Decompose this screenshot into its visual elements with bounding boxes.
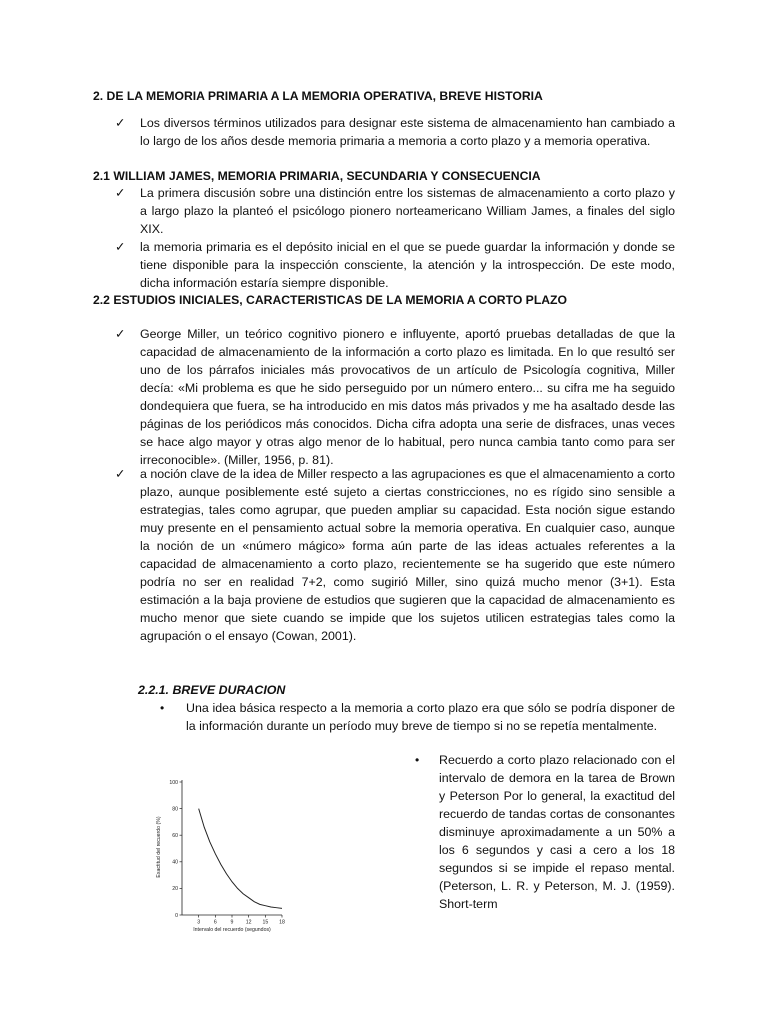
- section-2-heading: 2. DE LA MEMORIA PRIMARIA A LA MEMORIA OPERATIVA, BREVE HISTORIA: [93, 89, 543, 103]
- x-tick-label: 6: [213, 919, 217, 926]
- check-icon: ✓: [115, 116, 126, 130]
- check-icon: ✓: [115, 240, 126, 254]
- list-item: [160, 699, 675, 753]
- list-item-text: la memoria primaria es el depósito inicial en el que se puede guardar la información y donde se tiene disponible para la inspección consciente, la atención y la introspección. De este modo, dicha información estaría siempre disponible.: [140, 240, 675, 290]
- list-item: [115, 114, 675, 168]
- y-tick-label: 60: [172, 833, 178, 839]
- series-line: [199, 809, 282, 909]
- x-axis-label: Intervalo del recuerdo (segundos): [193, 927, 271, 933]
- list-item: [415, 751, 675, 913]
- list-item-text: a noción clave de la idea de Miller respecto a las agrupaciones es que el almacenamiento a corto plazo, aunque posiblemente esté sujeto a ciertas constricciones, no es rígido sino sensible a estrategias, tales como agrupar, que pueden ampliar su capacidad. Esta noción sigue estando muy presente en el pensamiento actual sobre la memoria operativa. En cualquier caso, aunque la noción de un «número mágico» forma aún parte de las ideas actuales referentes a la capacidad de almacenamiento a corto plazo, recientemente se ha sugerido que este número podría no ser en realidad 7+2, como sugirió Miller, sino quizá mucho menor (3+1). Esta estimación a la baja proviene de estudios que sugieren que la capacidad de almacenamiento es mucho menor que siete cuando se impide que los sujetos utilicen estrategias tales como la agrupación o el ensayo (Cowan, 2001).: [140, 467, 675, 643]
- list-item-text: George Miller, un teórico cognitivo pionero e influyente, aportó pruebas detalladas de que la capacidad de almacenamiento de la información a corto plazo es limitada. En lo que resultó ser uno de los párrafos iniciales más provocativos de un artículo de Psicología cognitiva, Miller decía: «Mi problema es que he sido perseguido por un número entero... su cifra me ha seguido dondequiera que fuera, se ha introducido en mis datos más privados y me ha asaltado desde las páginas de los periódicos más conocidos. Dicha cifra adopta una serie de disfraces, unas veces se hace algo mayor y otras algo menor de lo habitual, pero nunca cambia tanto como para ser irreconocible». (Miller, 1956, p. 81).: [140, 327, 675, 467]
- y-tick-label: 80: [172, 806, 178, 813]
- list-item-text: Los diversos términos utilizados para designar este sistema de almacenamiento han cambiado a lo largo de los años desde memoria primaria a memoria a corto plazo y a memoria operativa.: [140, 116, 675, 148]
- list-item: [115, 465, 675, 645]
- list-item-text: Recuerdo a corto plazo relacionado con el intervalo de demora en la tarea de Brown y Peterson Por lo general, la exactitud del recuerdo de tandas cortas de consonantes disminuye aproximadamente a un 50% a los 6 segundos y casi a cero a los 18 segundos si se impide el repaso mental. (Peterson, L. R. y Peterson, M. J. (1959). Short-term: [439, 753, 675, 911]
- y-tick-label: 0: [175, 912, 178, 919]
- check-icon: ✓: [115, 186, 126, 200]
- section-2-2-heading: 2.2 ESTUDIOS INICIALES, CARACTERISTICAS DE LA MEMORIA A CORTO PLAZO: [93, 293, 567, 307]
- list-item-text: La primera discusión sobre una distinción entre los sistemas de almacenamiento a corto plazo y a largo plazo la planteó el psicólogo pionero norteamericano William James, a finales del siglo XIX.: [140, 186, 675, 236]
- list-item: [115, 325, 675, 469]
- x-tick-label: 18: [279, 919, 285, 926]
- x-tick-label: 15: [262, 919, 269, 926]
- y-tick-label: 20: [172, 886, 178, 893]
- list-item-text: Una idea básica respecto a la memoria a corto plazo era que sólo se podría disponer de la información durante un período muy breve de tiempo si no se repetía mentalmente.: [186, 701, 675, 733]
- section-2-1-heading: 2.1 WILLIAM JAMES, MEMORIA PRIMARIA, SECUNDARIA Y CONSECUENCIA: [93, 169, 541, 183]
- x-tick-label: 12: [245, 919, 252, 926]
- list-item: [115, 238, 675, 292]
- check-icon: ✓: [115, 327, 126, 341]
- x-tick-label: 3: [197, 919, 201, 926]
- y-tick-label: 100: [169, 779, 178, 786]
- x-tick-label: 9: [230, 919, 234, 926]
- recall-accuracy-chart: [150, 770, 390, 940]
- section-2-2-1-heading: 2.2.1. BREVE DURACION: [138, 683, 286, 697]
- list-item: [115, 184, 675, 238]
- check-icon: ✓: [115, 467, 126, 481]
- y-axis-label: Exactitud del recuerdo (%): [156, 816, 162, 878]
- bullet-icon: •: [160, 701, 165, 715]
- y-tick-label: 40: [172, 859, 178, 866]
- bullet-icon: •: [415, 753, 420, 767]
